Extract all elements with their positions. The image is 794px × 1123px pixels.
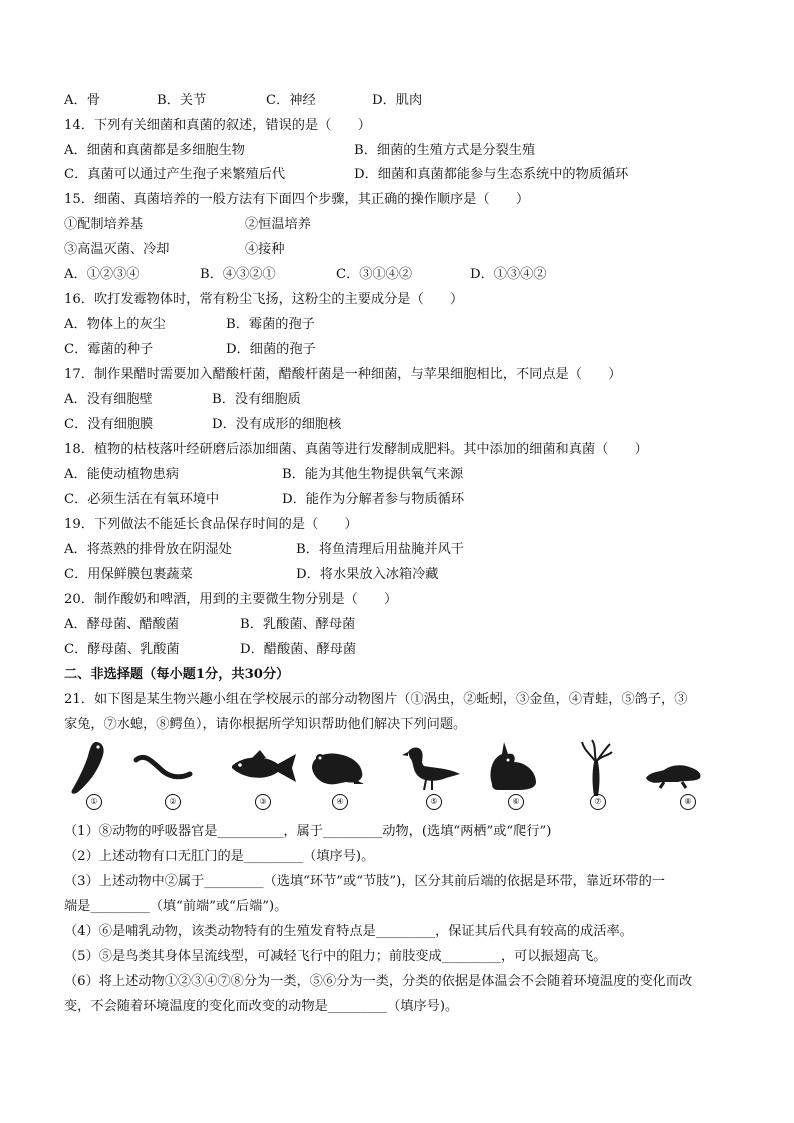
- q17-option-d: D．没有成形的细胞核: [212, 417, 342, 432]
- q16-stem: 16．吹打发霉物体时，常有粉尘飞扬，这粉尘的主要成分是（ ）: [64, 292, 464, 307]
- q21-part-2: （2）上述动物有口无肛门的是_________（填序号)。: [64, 849, 375, 864]
- q21-part-1: （1）⑧动物的呼吸器官是__________，属于_________动物，(选填“两栖”或“爬行”): [64, 824, 552, 839]
- q13-option-a: A．骨: [64, 93, 100, 108]
- q14-option-a: A．细菌和真菌都是多细胞生物: [64, 143, 245, 158]
- animal-number-2: ②: [165, 794, 181, 810]
- q14-option-b: B．细菌的生殖方式是分裂生殖: [354, 143, 536, 158]
- q15-step-1: ①配制培养基: [64, 217, 144, 232]
- q18-option-a: A．能使动植物患病: [64, 467, 180, 482]
- q19-option-b: B．将鱼清理后用盐腌并风干: [296, 542, 464, 557]
- q20-option-a: A．酵母菌、醋酸菌: [64, 617, 180, 632]
- q16-option-d: D．细菌的孢子: [226, 342, 316, 357]
- q19-option-a: A．将蒸熟的排骨放在阴湿处: [64, 542, 232, 557]
- q20-stem: 20．制作酸奶和啤酒，用到的主要微生物分别是（ ）: [64, 592, 398, 607]
- crocodile-icon: [642, 738, 704, 798]
- q16-option-a: A．物体上的灰尘: [64, 317, 166, 332]
- animal-number-8: ⑧: [680, 794, 696, 810]
- section-heading: 二、非选择题（每小题1分，共30分）: [64, 667, 290, 682]
- q21-part-6-line1: （6）将上述动物①②③④⑦⑧分为一类，⑤⑥分为一类，分类的依据是体温会不会随着环境温度的变化而改: [64, 974, 693, 989]
- q15-step-4: ④接种: [245, 242, 285, 257]
- q19-stem: 19．下列做法不能延长食品保存时间的是（ ）: [64, 517, 358, 532]
- q16-option-c: C．霉菌的种子: [64, 342, 154, 357]
- q13-option-d: D．肌肉: [372, 93, 423, 108]
- q18-option-d: D．能作为分解者参与物质循环: [282, 492, 465, 507]
- animal-number-4: ④: [332, 794, 348, 810]
- q18-option-b: B．能为其他生物提供氧气来源: [282, 467, 464, 482]
- rabbit-icon: [482, 738, 544, 798]
- q21-part-3-line1: （3）上述动物中②属于_________（选填“环节”或“节肢”)，区分其前后端的依据是环带，靠近环带的一: [64, 874, 665, 889]
- q21-part-5: （5）⑤是鸟类其身体呈流线型，可减轻飞行中的阻力；前肢变成_________，可以振翅高飞。: [64, 949, 607, 964]
- animal-figure-strip: [62, 738, 702, 810]
- frog-icon: [306, 738, 368, 798]
- q20-option-d: D．醋酸菌、酵母菌: [240, 642, 357, 657]
- q17-stem: 17．制作果醋时需要加入醋酸杆菌，醋酸杆菌是一种细菌，与苹果细胞相比，不同点是（ ）: [64, 367, 622, 382]
- q21-stem-line1: 21．如下图是某生物兴趣小组在学校展示的部分动物图片（①涡虫，②蚯蚓，③金鱼，④青蛙，⑤鸽子，③: [64, 692, 688, 707]
- q14-stem: 14．下列有关细菌和真菌的叙述，错误的是（ ）: [64, 118, 371, 133]
- q21-part-6-line2: 变，不会随着环境温度的变化而改变的动物是_________（填序号)。: [64, 999, 459, 1014]
- q16-option-b: B．霉菌的孢子: [226, 317, 315, 332]
- q15-stem: 15．细菌、真菌培养的一般方法有下面四个步骤，其正确的操作顺序是（ ）: [64, 192, 530, 207]
- q15-step-2: ②恒温培养: [245, 217, 311, 232]
- animal-number-6: ⑥: [508, 794, 524, 810]
- animal-number-1: ①: [86, 794, 102, 810]
- q21-stem-line2: 家兔，⑦水螅，⑧鳄鱼），请你根据所学知识帮助他们解决下列问题。: [64, 717, 467, 732]
- q20-option-c: C．酵母菌、乳酸菌: [64, 642, 180, 657]
- q19-option-c: C．用保鲜膜包裹蔬菜: [64, 567, 193, 582]
- q14-option-d: D．细菌和真菌都能参与生态系统中的物质循环: [354, 167, 629, 182]
- q21-part-3-line2: 端是_________（填“前端”或“后端”)。: [64, 899, 288, 914]
- q15-option-b: B．④③②①: [200, 267, 276, 282]
- earthworm-icon: [132, 738, 194, 798]
- q13-option-b: B．关节: [157, 93, 207, 108]
- q15-option-c: C．③①④②: [336, 267, 413, 282]
- q17-option-b: B．没有细胞质: [212, 392, 301, 407]
- q18-option-c: C．必须生活在有氧环境中: [64, 492, 220, 507]
- q21-part-4: （4）⑥是哺乳动物，该类动物特有的生殖发育特点是_________，保证其后代具有较高的成活率。: [64, 924, 633, 939]
- q20-option-b: B．乳酸菌、酵母菌: [240, 617, 356, 632]
- hydra-icon: [576, 738, 616, 798]
- q14-option-c: C．真菌可以通过产生孢子来繁殖后代: [64, 167, 286, 182]
- animal-number-7: ⑦: [590, 794, 606, 810]
- q15-option-a: A．①②③④: [64, 267, 140, 282]
- pigeon-icon: [400, 738, 464, 798]
- animal-number-3: ③: [255, 794, 271, 810]
- q18-stem: 18．植物的枯枝落叶经研磨后添加细菌、真菌等进行发酵制成肥料。其中添加的细菌和真菌（ ）: [64, 442, 648, 457]
- goldfish-icon: [226, 738, 302, 798]
- animal-number-5: ⑤: [426, 794, 442, 810]
- flatworm-icon: [66, 738, 116, 798]
- q15-option-d: D．①③④②: [470, 267, 547, 282]
- q17-option-c: C．没有细胞膜: [64, 417, 154, 432]
- q13-option-c: C．神经: [266, 93, 316, 108]
- q17-option-a: A．没有细胞壁: [64, 392, 153, 407]
- q15-step-3: ③高温灭菌、冷却: [64, 242, 170, 257]
- q19-option-d: D．将水果放入冰箱冷藏: [296, 567, 439, 582]
